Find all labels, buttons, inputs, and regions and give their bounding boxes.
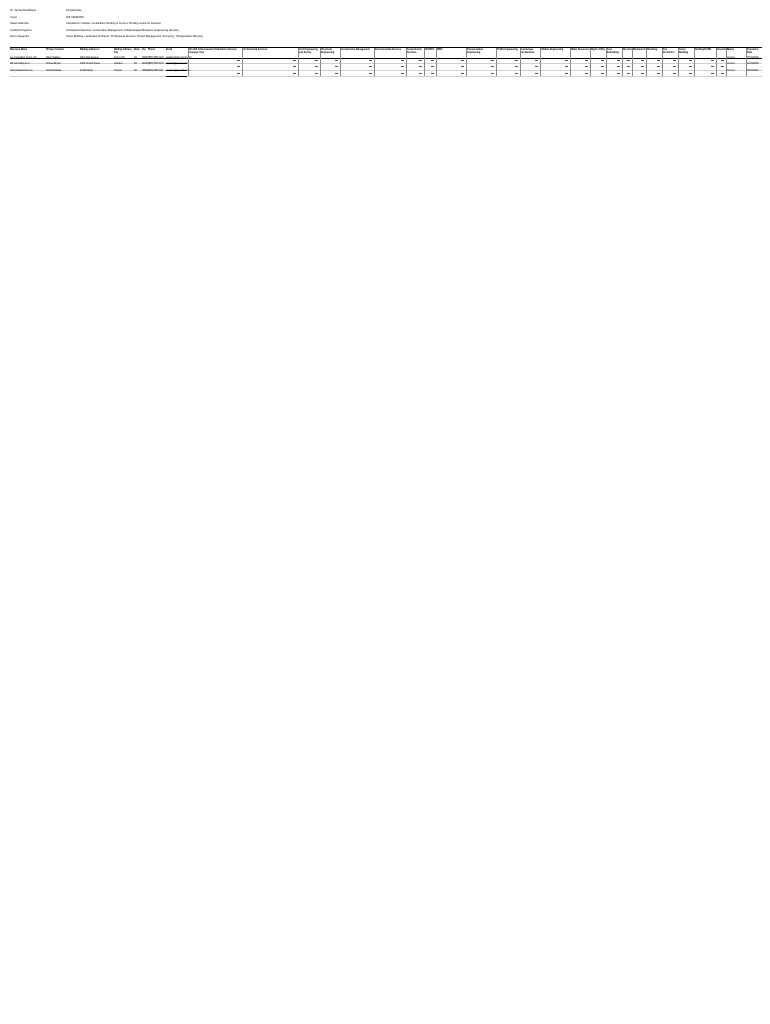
table-cell: (609) 555-0111 [148, 69, 164, 72]
empty-marker [491, 66, 494, 67]
empty-marker [617, 73, 620, 74]
empty-marker [673, 73, 676, 74]
empty-marker [369, 73, 372, 74]
table-cell: AB Consulting LLC [10, 63, 30, 66]
empty-marker [657, 60, 660, 61]
status-cell: Current [726, 70, 746, 76]
column-header[interactable]: Mailing Address City [114, 49, 132, 54]
empty-marker [721, 60, 724, 61]
table-cell: NJ [134, 57, 137, 59]
column-header[interactable]: SURVEY [424, 48, 436, 59]
empty-marker [689, 73, 692, 74]
column-header[interactable]: Plumbing [646, 48, 662, 59]
empty-marker [565, 73, 568, 74]
empty-marker [315, 66, 318, 67]
column-header[interactable]: Expiration Date [746, 48, 762, 59]
table-cell: 08002 [142, 57, 149, 59]
table-cell [466, 70, 496, 76]
empty-marker [293, 60, 296, 61]
table-cell [340, 70, 374, 76]
table-cell: 08608 [142, 69, 149, 72]
empty-marker [515, 73, 518, 74]
empty-marker [641, 60, 644, 61]
meta-key: Certified Programs [10, 28, 32, 32]
table-cell [496, 70, 520, 76]
table-cell [436, 70, 466, 76]
empty-marker [565, 66, 568, 67]
empty-marker [673, 66, 676, 67]
table-cell [374, 70, 406, 76]
table-cell [622, 70, 632, 76]
empty-marker [721, 73, 724, 74]
empty-marker [673, 60, 676, 61]
empty-marker [711, 73, 714, 74]
column-header[interactable]: Utilities Engineering [540, 48, 570, 59]
meta-key: Filter Categories [10, 35, 30, 38]
empty-marker [369, 60, 372, 61]
email-cell: abryant@abcons.com [166, 63, 187, 70]
table-cell: 1905 Lincoln Street [80, 63, 100, 66]
meta-value: 225 VENDORS [66, 15, 84, 19]
email-cell: cestrada@aceinfra.com [166, 70, 187, 77]
empty-marker [431, 66, 434, 67]
column-header[interactable]: Construction Management [340, 48, 374, 59]
empty-marker [401, 66, 404, 67]
empty-marker [689, 60, 692, 61]
empty-marker [335, 60, 338, 61]
empty-marker [515, 66, 518, 67]
meta-value: Architectural Services, Construction Management, Disadvantaged Business, Engineering Services [66, 28, 179, 32]
meta-value: All Applicable [66, 9, 82, 12]
table-cell: 12/31/2025 [746, 63, 762, 69]
table-cell [606, 70, 622, 76]
empty-marker [585, 66, 588, 67]
empty-marker [657, 73, 660, 74]
table-cell: (856) 555-0178 [148, 63, 164, 66]
column-header[interactable]: Mechanical [632, 48, 646, 59]
table-cell [632, 70, 646, 76]
table-cell: 08103 [142, 63, 149, 66]
empty-marker [601, 73, 604, 74]
empty-marker [641, 73, 644, 74]
empty-marker [293, 66, 296, 67]
empty-marker [237, 66, 240, 67]
table-cell: 4821 Park Avenue [80, 57, 99, 59]
empty-marker [601, 60, 604, 61]
table-cell [716, 70, 726, 76]
empty-marker [419, 60, 422, 61]
column-header[interactable]: Mailing Address 1 [80, 49, 100, 51]
table-cell [406, 70, 424, 76]
empty-marker [585, 60, 588, 61]
empty-marker [627, 73, 630, 74]
empty-marker [419, 66, 422, 67]
table-cell: NJ [134, 69, 137, 72]
empty-marker [335, 73, 338, 74]
column-header[interactable]: Fire Protection [662, 48, 678, 59]
empty-marker [369, 66, 372, 67]
column-header[interactable]: Drafting/CADD [694, 48, 716, 59]
empty-marker [711, 66, 714, 67]
table-cell [520, 70, 540, 76]
column-header[interactable]: MISC [436, 48, 466, 59]
column-header[interactable]: Phone [148, 49, 156, 51]
table-cell: 03/31/2026 [746, 70, 762, 76]
column-header[interactable]: Status [726, 48, 746, 59]
table-cell: Carlos Estrada [46, 69, 62, 72]
empty-marker [535, 60, 538, 61]
table-cell: ACE Infrastructure Inc [10, 69, 33, 72]
empty-marker [461, 73, 464, 74]
empty-marker [565, 60, 568, 61]
table-cell [540, 70, 570, 76]
column-header[interactable]: Traffic Engineering [496, 48, 520, 59]
empty-marker [585, 73, 588, 74]
table-cell [298, 70, 320, 76]
table-cell [662, 70, 678, 76]
empty-marker [293, 73, 296, 74]
table-cell: NJ [134, 63, 137, 66]
column-header[interactable]: State [134, 49, 140, 51]
meta-key: Status Definition [10, 22, 29, 25]
column-header[interactable]: Zip [142, 49, 146, 51]
empty-marker [689, 66, 692, 67]
empty-marker [461, 60, 464, 61]
empty-marker [601, 66, 604, 67]
column-header[interactable]: Architectural Services [242, 48, 298, 59]
empty-marker [461, 66, 464, 67]
table-cell [678, 70, 694, 76]
meta-value: Cancelled or Inactive, Certification Pending & Current, Pending review for Decision [66, 22, 162, 25]
table-cell: Trenton [114, 69, 122, 72]
table-cell [570, 70, 590, 76]
empty-marker [627, 66, 630, 67]
empty-marker [431, 73, 434, 74]
column-header[interactable]: Email [166, 49, 173, 51]
column-header[interactable]: Green Building [678, 48, 694, 59]
empty-marker [491, 73, 494, 74]
column-header[interactable]: Electrical [622, 48, 632, 59]
empty-marker [535, 73, 538, 74]
column-header[interactable]: Structural Engineering [320, 48, 340, 59]
empty-marker [315, 73, 318, 74]
table-cell: Camden [114, 63, 123, 66]
table-cell: 07/31/2026 [746, 57, 762, 63]
table-cell [694, 70, 716, 76]
empty-marker [617, 60, 620, 61]
status-cell: Current [726, 57, 746, 63]
empty-marker [657, 66, 660, 67]
spreadsheet [10, 8, 762, 1018]
empty-marker [237, 60, 240, 61]
column-header[interactable]: Right of Way [590, 48, 606, 59]
empty-marker [617, 66, 620, 67]
column-header[interactable]: Water Resources [570, 48, 590, 59]
meta-key: ID - All Vendors/Status [10, 9, 36, 12]
table-cell: Andrea Bryant [46, 63, 61, 66]
table-cell [646, 70, 662, 76]
column-header[interactable]: Civil Engineering and Survey [298, 48, 320, 59]
table-cell: (856) 555-0142 [148, 57, 164, 59]
column-header[interactable]: Inspection [716, 48, 726, 59]
column-header[interactable]: Pre-Bid Advertisement Solicitation Services Average (Yes) [188, 48, 242, 59]
empty-marker [641, 66, 644, 67]
table-cell [424, 70, 436, 76]
column-header[interactable]: Primary Contact [46, 49, 64, 51]
empty-marker [627, 60, 630, 61]
empty-marker [315, 60, 318, 61]
table-cell: 16 Mill Road [80, 69, 93, 72]
table-cell: A-1 Consulting Group LLC [10, 57, 37, 59]
empty-marker [431, 60, 434, 61]
table-cell [320, 70, 340, 76]
table-cell [188, 70, 242, 76]
column-header[interactable]: Geotechnical Services [406, 48, 424, 59]
empty-marker [721, 66, 724, 67]
empty-marker [711, 60, 714, 61]
column-header[interactable]: Environmental Services [374, 48, 406, 59]
email-cell: awalden@a1consult.com [166, 57, 187, 64]
column-header[interactable]: Transportation Engineering [466, 48, 496, 59]
empty-marker [401, 73, 404, 74]
empty-marker [335, 66, 338, 67]
column-header[interactable]: Business Name [10, 49, 28, 51]
empty-marker [535, 66, 538, 67]
empty-marker [491, 60, 494, 61]
empty-marker [401, 60, 404, 61]
column-header[interactable]: Cost Estimating [606, 48, 622, 59]
empty-marker [419, 73, 422, 74]
status-cell: Current [726, 63, 746, 69]
table-cell: Cherry Hill [114, 57, 125, 59]
meta-key: Count [10, 15, 17, 19]
column-header[interactable]: Landscape Architecture [520, 48, 540, 59]
table-cell [590, 70, 606, 76]
table-cell [242, 70, 298, 76]
table-cell: Albert Walden [46, 57, 61, 59]
empty-marker [515, 60, 518, 61]
table-row[interactable] [10, 70, 762, 77]
empty-marker [237, 73, 240, 74]
meta-value: Green Building, Landscape Architects, Professional Services, Project Management, Surveying, Transportation Planning [66, 35, 203, 38]
